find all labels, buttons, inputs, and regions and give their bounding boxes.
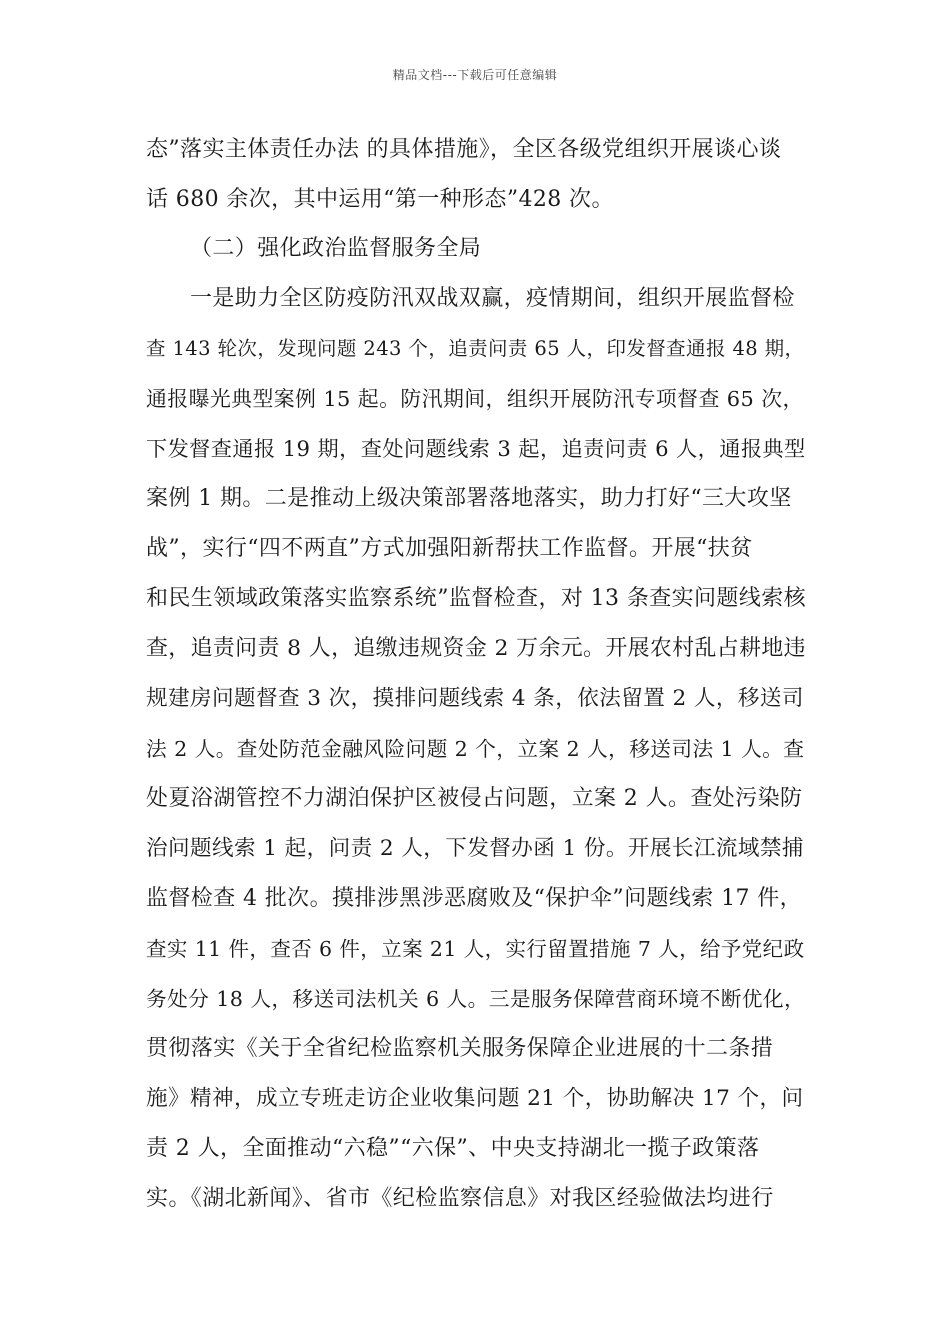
text-line: 实。《湖北新闻》、省市《纪检监察信息》对我区经验做法均进行 bbox=[146, 1186, 774, 1211]
text-line: 查 143 轮次，发现问题 243 个，追责问责 65 人，印发督查通报 48 期， bbox=[146, 337, 805, 360]
text-line: 话 680 余次，其中运用“第一种形态”428 次。 bbox=[146, 187, 614, 212]
page-header: 精品文档---下载后可任意编辑 bbox=[392, 68, 558, 82]
text-line: 处夏浴湖管控不力湖泊保护区被侵占问题，立案 2 人。查处污染防 bbox=[146, 786, 803, 811]
section-heading: （二）强化政治监督服务全局 bbox=[190, 236, 482, 261]
text-line: 务处分 18 人，移送司法机关 6 人。三是服务保障营商环境不断优化， bbox=[146, 987, 806, 1011]
text-line: 贯彻落实《关于全省纪检监察机关服务保障企业进展的十二条措 bbox=[146, 1036, 774, 1061]
text-line: 态”落实主体责任办法 的具体措施》，全区各级党组织开展谈心谈 bbox=[146, 137, 782, 162]
text-line: 规建房问题督查 3 次，摸排问题线索 4 条，依法留置 2 人，移送司 bbox=[146, 686, 804, 711]
text-line: 监督检查 4 批次。摸排涉黑涉恶腐败及“保护伞”问题线索 17 件， bbox=[146, 886, 803, 911]
text-line: 治问题线索 1 起，问责 2 人，下发督办函 1 份。开展长江流域禁捕 bbox=[146, 836, 804, 861]
text-line: 查实 11 件，查否 6 件，立案 21 人，实行留置措施 7 人，给予党纪政 bbox=[146, 937, 805, 961]
text-line: 法 2 人。查处防范金融风险问题 2 个，立案 2 人，移送司法 1 人。查 bbox=[146, 737, 805, 761]
text-line: 下发督查通报 19 期，查处问题线索 3 起，追责问责 6 人，通报典型 bbox=[146, 436, 806, 461]
text-line: 案例 1 期。二是推动上级决策部署落地落实，助力打好“三大攻坚 bbox=[146, 486, 792, 511]
text-line: 查，追责问责 8 人，追缴违规资金 2 万余元。开展农村乱占耕地违 bbox=[146, 636, 806, 661]
text-line: 和民生领域政策落实监察系统”监督检查，对 13 条查实问题线索核 bbox=[146, 586, 807, 611]
text-line: 战”，实行“四不两直”方式加强阳新帮扶工作监督。开展“扶贫 bbox=[146, 536, 753, 561]
text-line: 施》精神，成立专班走访企业收集问题 21 个，协助解决 17 个，问 bbox=[146, 1086, 804, 1111]
paragraph-first-line: 一是助力全区防疫防汛双战双赢，疫情期间，组织开展监督检 bbox=[190, 286, 795, 311]
text-line: 通报曝光典型案例 15 起。防汛期间，组织开展防汛专项督查 65 次， bbox=[146, 387, 804, 411]
text-line: 责 2 人，全面推动“六稳”“六保”、中央支持湖北一揽子政策落 bbox=[146, 1136, 760, 1161]
